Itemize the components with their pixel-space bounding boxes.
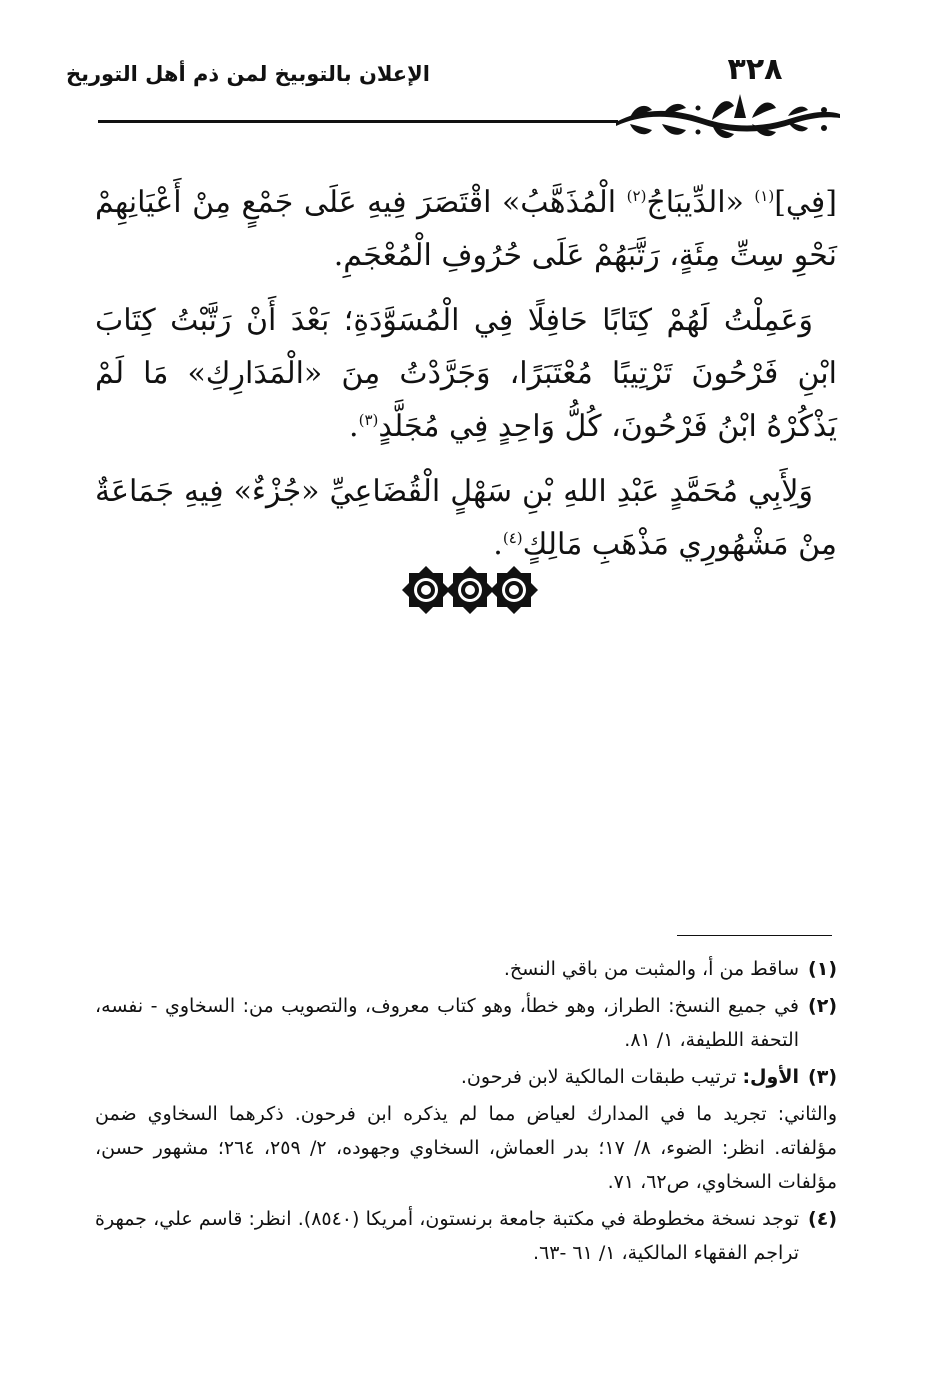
footnote-4	[95, 1202, 837, 1270]
header-rule	[98, 120, 618, 123]
footnote-text: في جميع النسخ: الطراز، وهو خطأ، وهو كتاب معروف، والتصويب من: السخاوي - نفسه، التحفة اللطيفة، ١/ ٨١.	[95, 995, 799, 1051]
star-rosette-icon	[402, 566, 450, 614]
footnote-text: ساقط من أ، والمثبت من باقي النسخ.	[503, 958, 799, 980]
footnote-number: (١)	[808, 958, 837, 980]
paragraph-3	[95, 465, 837, 571]
main-text	[95, 176, 837, 583]
footnote-number: (٢)	[808, 995, 837, 1017]
running-title: الإعلان بالتوبيخ لمن ذم أهل التوريخ	[65, 62, 430, 86]
bracket-open: [	[825, 185, 837, 220]
footnote-3	[95, 1060, 837, 1094]
footnote-text: والثاني: تجريد ما في المدارك لعياض مما لم يذكره ابن فرحون. ذكرهما السخاوي ضمن مؤلفاته. انظر: الضوء، ٨/ ١٧؛ بدر العماش، السخاوي وجهوده، ٢/ ٢٥٩، ٢٦٤؛ مشهور حسن، مؤلفات السخاوي، ص٦٢، ٧١.	[95, 1103, 837, 1193]
page-number: ٣٢٨	[727, 52, 783, 87]
footnote-label: الأول:	[742, 1066, 799, 1088]
footnote-number: (٣)	[808, 1066, 837, 1088]
bracket-close: ]	[774, 185, 786, 220]
section-end-ornament-icon	[402, 566, 538, 614]
footnote-text: توجد نسخة مخطوطة في مكتبة جامعة برنستون، أمريكا (٨٥٤٠). انظر: قاسم علي، جمهرة تراجم الفقهاء المالكية، ١/ ٦١ -٦٣.	[95, 1208, 800, 1264]
footnote-rule	[677, 935, 832, 936]
star-rosette-icon	[446, 566, 494, 614]
footnote-3-continued	[95, 1097, 837, 1199]
paragraph-2	[95, 294, 837, 453]
text-span: .	[493, 527, 503, 562]
text-span: وَعَمِلْتُ لَهُمْ كِتَابًا حَافِلًا فِي الْمُسَوَّدَةِ؛ بَعْدَ أَنْ رَتَّبْتُ كِتَابَ ابْنِ فَرْحُونَ تَرْتِيبًا مُعْتَبَرًا، وَجَرَّدْتُ مِنَ «الْمَدَارِكِ» مَا لَمْ يَذْكُرْهُ ابْنُ فَرْحُونَ، كُلُّ وَاحِدٍ فِي مُجَلَّدٍ	[95, 303, 837, 444]
footnote-1	[95, 952, 837, 986]
paragraph-1	[95, 176, 837, 282]
text-span: وَلِأَبِي مُحَمَّدٍ عَبْدِ اللهِ بْنِ سَهْلٍ الْقُضَاعِيِّ «جُزْءٌ» فِيهِ جَمَاعَةٌ مِنْ مَشْهُورِي مَذْهَبِ مَالِكٍ	[95, 474, 837, 562]
footnote-ref-3[interactable]: (٣)	[358, 411, 379, 429]
footnote-ref-1[interactable]: (١)	[754, 187, 775, 205]
floral-vine-ornament-icon	[612, 88, 842, 144]
star-rosette-icon	[490, 566, 538, 614]
text-span: .	[349, 409, 359, 444]
footnote-ref-2[interactable]: (٢)	[626, 187, 647, 205]
footnote-2	[95, 989, 837, 1057]
footnote-text: ترتيب طبقات المالكية لابن فرحون.	[460, 1066, 743, 1088]
text-span: فِي	[785, 185, 826, 220]
text-span: «الدِّيبَاجُ	[646, 185, 755, 220]
text-span: الْمُذَهَّبُ» اقْتَصَرَ فِيهِ عَلَى جَمْعٍ مِنْ أَعْيَانِهِمْ نَحْوِ سِتِّ مِئَةٍ، رَتَّبَهُمْ عَلَى حُرُوفِ الْمُعْجَمِ.	[95, 185, 837, 273]
footnote-ref-4[interactable]: (٤)	[502, 529, 523, 547]
footnote-number: (٤)	[808, 1208, 837, 1230]
footnotes	[95, 952, 837, 1273]
